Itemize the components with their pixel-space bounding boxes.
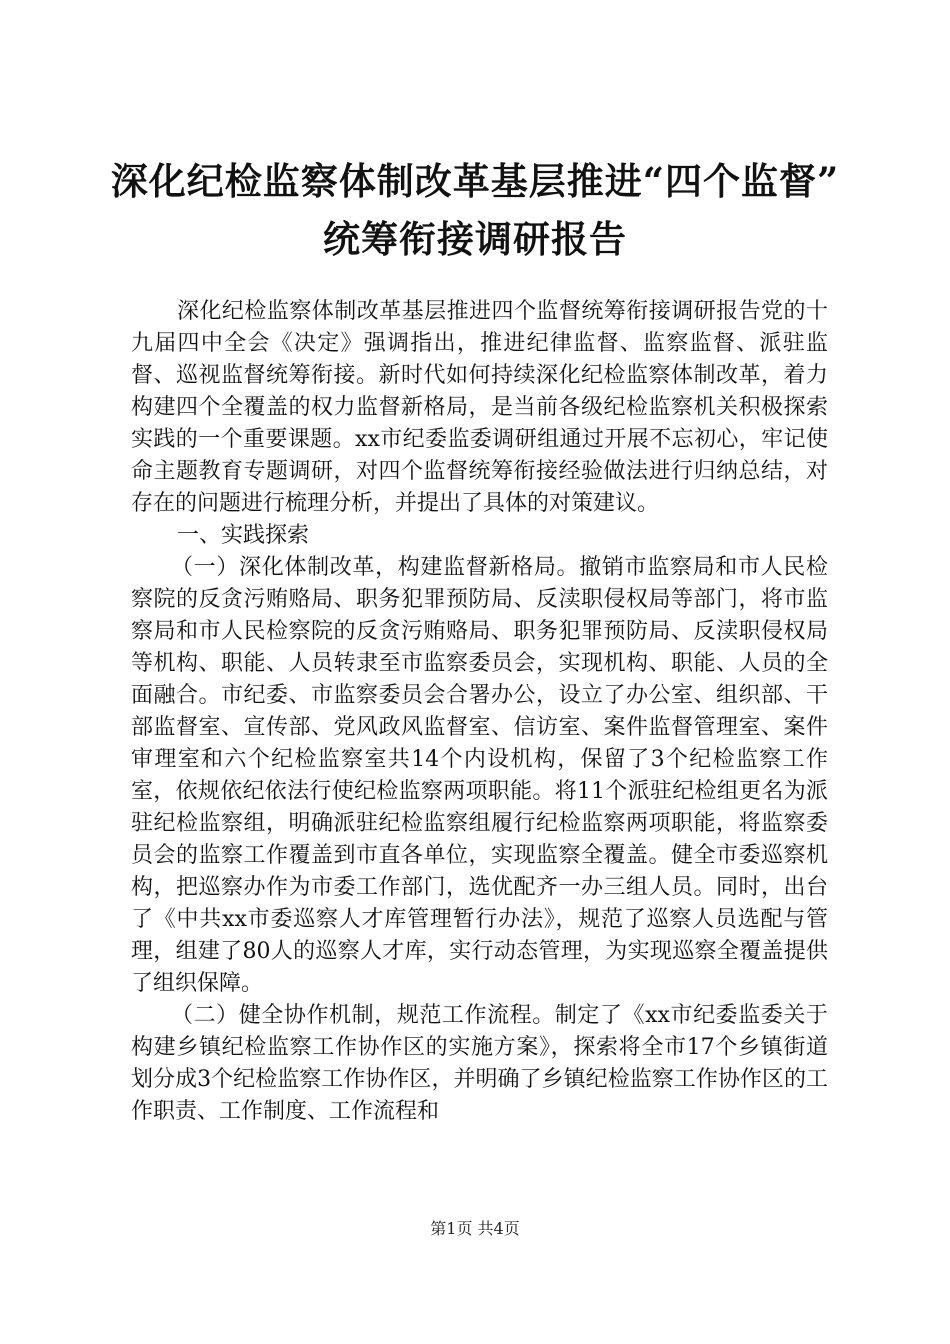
paragraph-intro: 深化纪检监察体制改革基层推进四个监督统筹衔接调研报告党的十九届四中全会《决定》强调指出，推进纪律监督、监察监督、派驻监督、巡视监督统筹衔接。新时代如何持续深化纪检监察体制改革，着力构建四个全覆盖的权力监督新格局，是当前各级纪检监察机关积极探索实践的一个重要课题。xx市纪委监委调研组通过开展不忘初心，牢记使命主题教育专题调研，对四个监督统筹衔接经验做法进行归纳总结，对存在的问题进行梳理分析，并提出了具体的对策建议。 xyxy=(131,299,828,516)
document-title-line2: 统筹衔接调研报告 xyxy=(323,217,627,261)
document-body xyxy=(131,296,828,1128)
section-heading-practice: 一、实践探索 xyxy=(177,523,310,548)
document-title-line1: 深化纪检监察体制改革基层推进“四个监督” xyxy=(110,159,840,203)
paragraph-section-1: （一）深化体制改革，构建监督新格局。撤销市监察局和市人民检察院的反贪污贿赂局、职务犯罪预防局、反渎职侵权局等部门，将市监察局和市人民检察院的反贪污贿赂局、职务犯罪预防局、反渎职侵权局等机构、职能、人员转隶至市监察委员会，实现机构、职能、人员的全面融合。市纪委、市监察委员会合署办公，设立了办公室、组织部、干部监督室、宣传部、党风政风监督室、信访室、案件监督管理室、案件审理室和六个纪检监察室共14个内设机构，保留了3个纪检监察工作室，依规依纪依法行使纪检监察两项职能。将11个派驻纪检组更名为派驻纪检监察组，明确派驻纪检监察组履行纪检监察两项职能，将监察委员会的监察工作覆盖到市直各单位，实现监察全覆盖。健全市委巡察机构，把巡察办作为市委工作部门，选优配齐一办三组人员。同时，出台了《中共xx市委巡察人才库管理暂行办法》，规范了巡察人员选配与管理，组建了80人的巡察人才库，实行动态管理，为实现巡察全覆盖提供了组织保障。 xyxy=(131,555,828,996)
page-number-footer: 第1页 共4页 xyxy=(430,1219,520,1238)
paragraph-section-2: （二）健全协作机制，规范工作流程。制定了《xx市纪委监委关于构建乡镇纪检监察工作协作区的实施方案》，探索将全市17个乡镇街道划分成3个纪检监察工作协作区，并明确了乡镇纪检监察工作协作区的工作职责、工作制度、工作流程和 xyxy=(131,1003,828,1124)
